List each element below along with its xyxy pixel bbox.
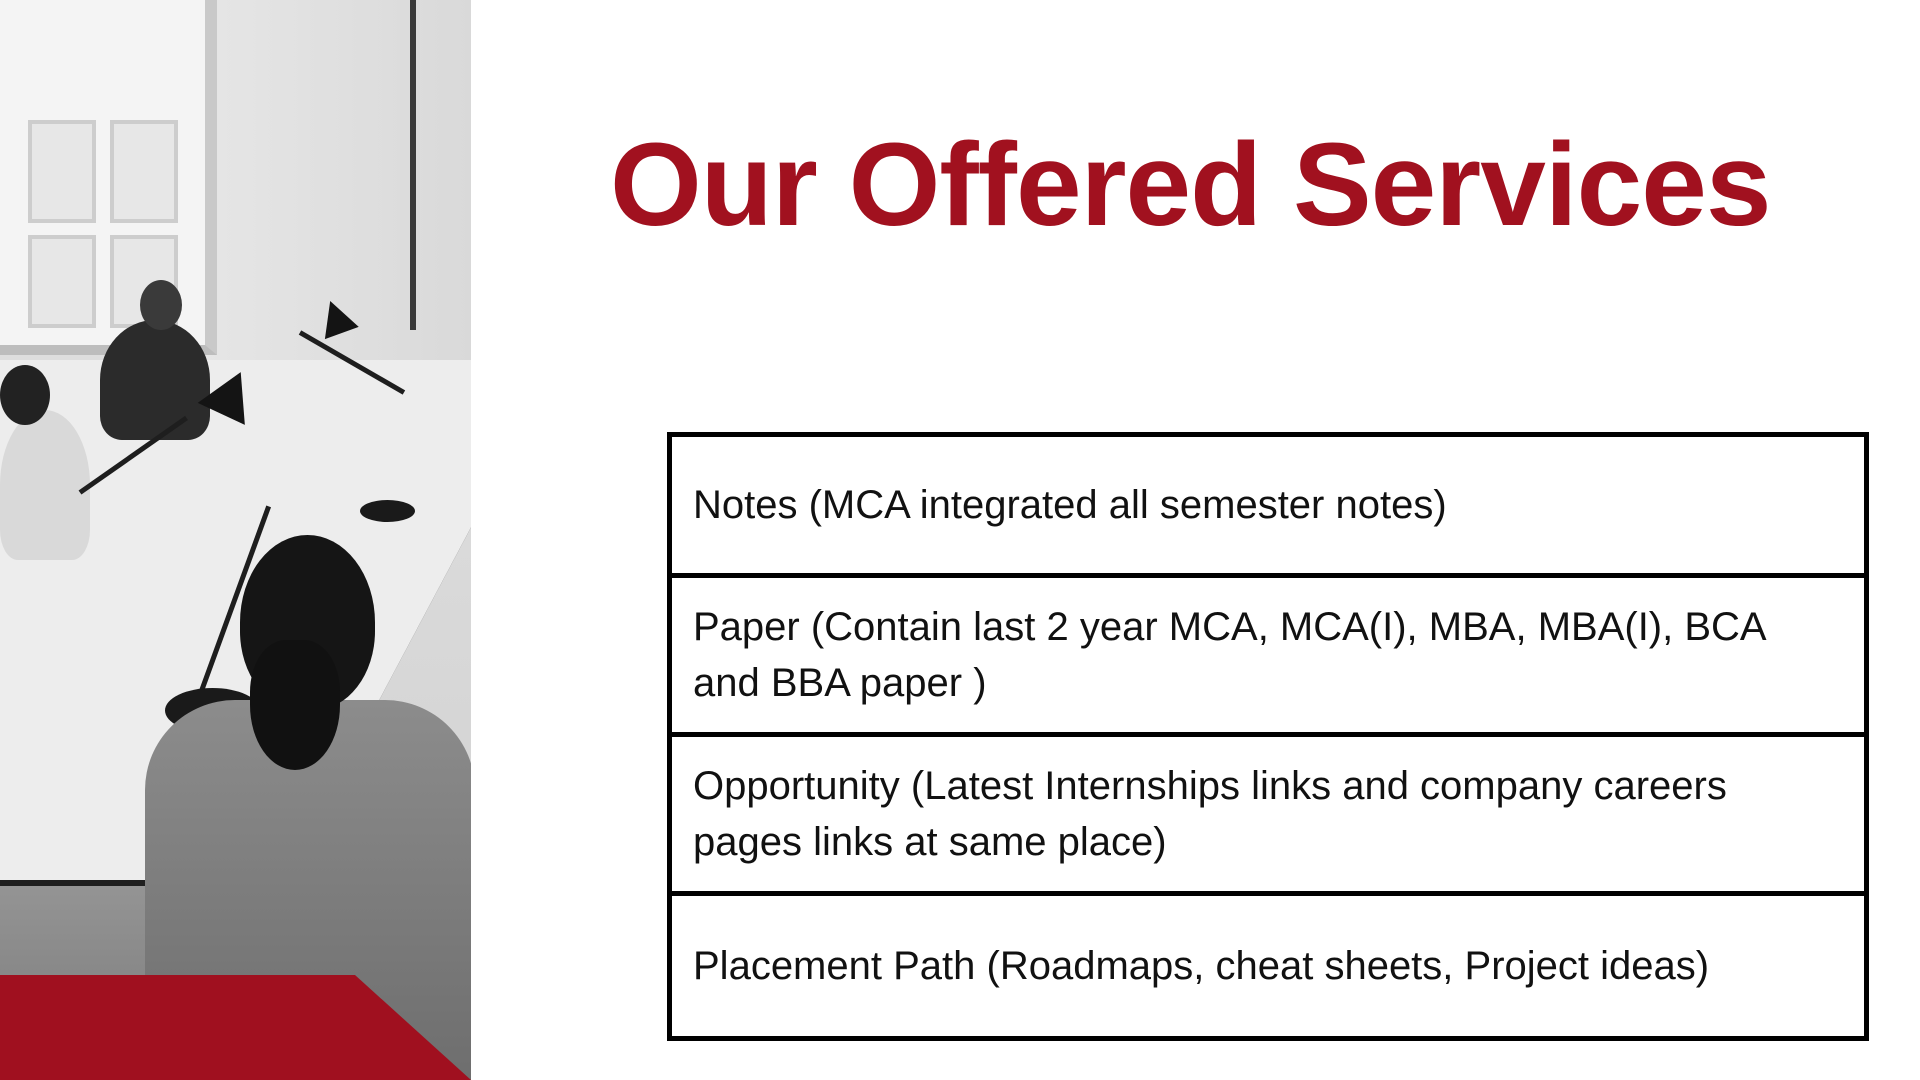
office-photo	[0, 0, 471, 1080]
service-label: Placement Path (Roadmaps, cheat sheets, Project ideas)	[693, 944, 1710, 988]
photo-person-head	[140, 280, 182, 330]
photo-person	[0, 410, 90, 560]
page-title: Our Offered Services	[610, 119, 1771, 251]
photo-person-head	[0, 365, 50, 425]
service-row-placement-path	[672, 896, 1864, 1036]
service-row-notes	[672, 437, 1864, 578]
service-label: Notes (MCA integrated all semester notes)	[693, 483, 1447, 527]
service-row-paper	[672, 578, 1864, 737]
service-row-opportunity	[672, 737, 1864, 896]
photo-window	[0, 0, 217, 355]
services-table	[667, 432, 1869, 1041]
service-label: Paper (Contain last 2 year MCA, MCA(I), MBA, MBA(I), BCA and BBA paper )	[693, 605, 1765, 705]
photo-lamp-base	[360, 500, 415, 522]
service-label: Opportunity (Latest Internships links and company careers pages links at same place)	[693, 764, 1727, 864]
photo-person	[100, 320, 210, 440]
photo-pipe	[410, 0, 416, 330]
photo-woman-hair	[250, 640, 340, 770]
